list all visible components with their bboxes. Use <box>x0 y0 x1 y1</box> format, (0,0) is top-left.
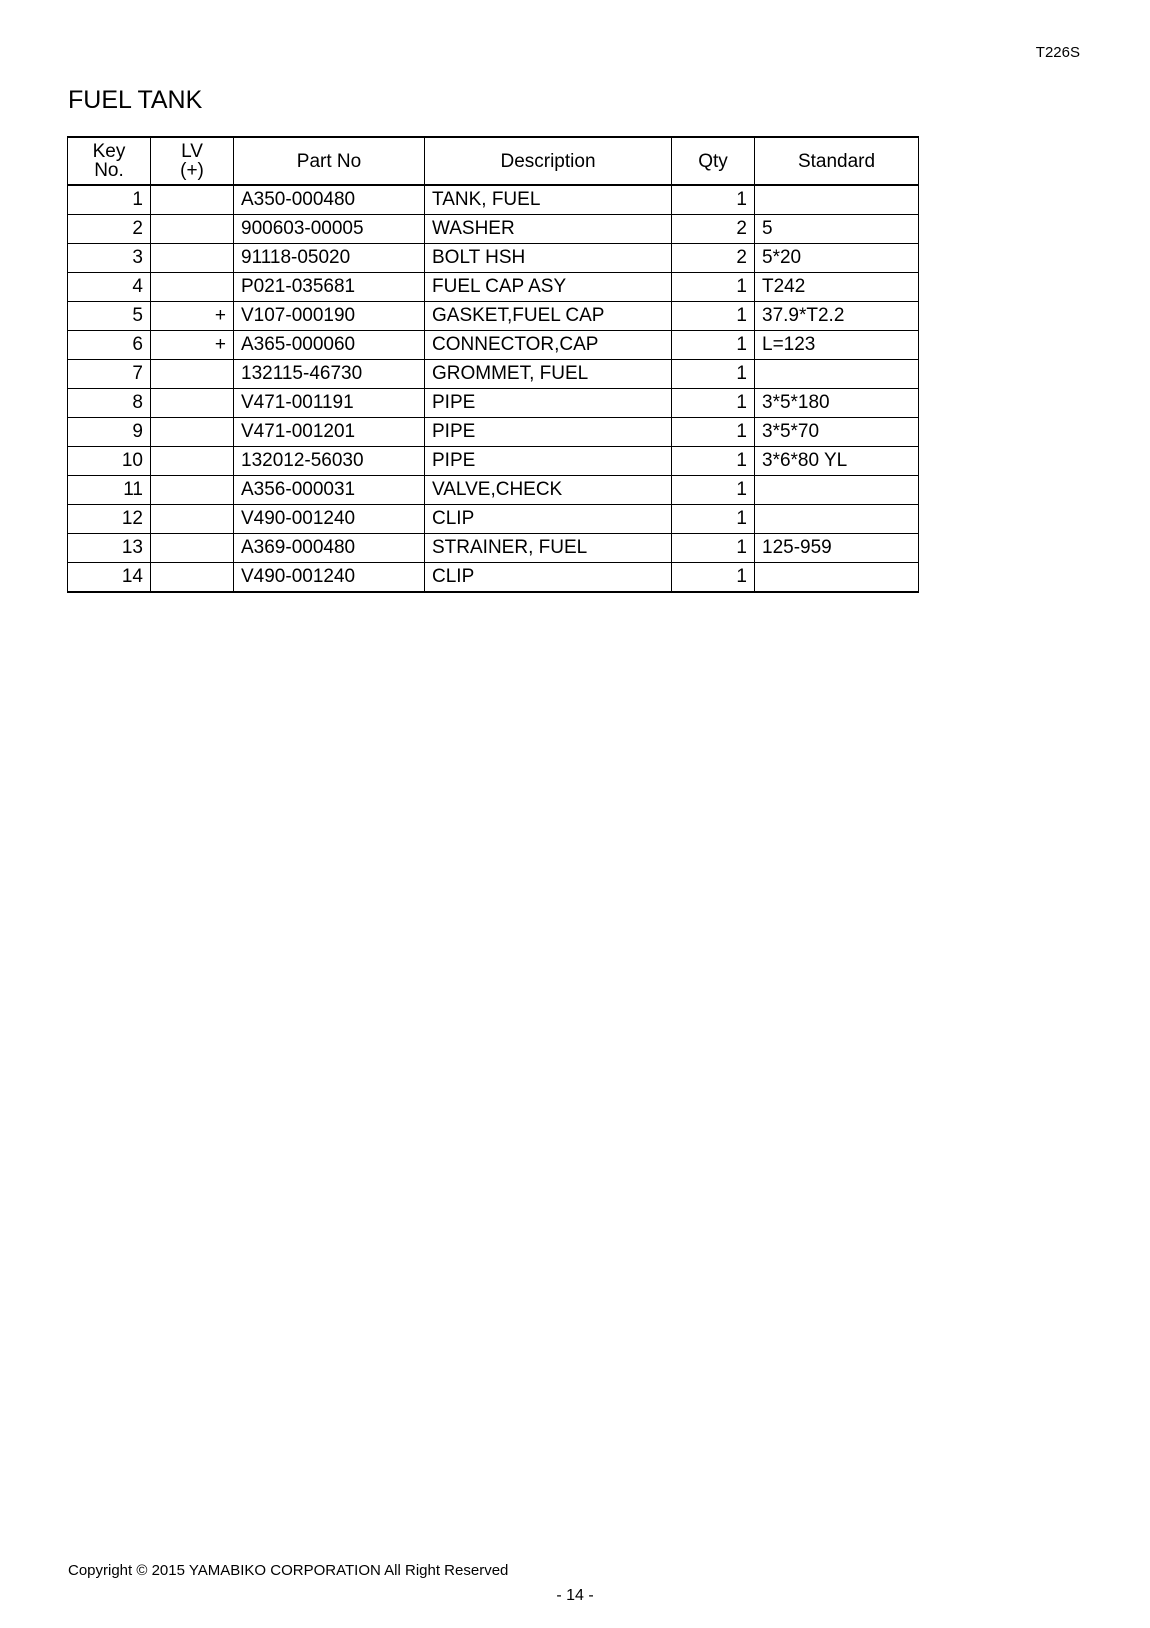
cell-part-no: A369-000480 <box>234 534 425 563</box>
cell-part-no: 900603-00005 <box>234 215 425 244</box>
cell-lv <box>151 273 234 302</box>
cell-standard: 125-959 <box>755 534 919 563</box>
cell-qty: 1 <box>672 331 755 360</box>
cell-standard: L=123 <box>755 331 919 360</box>
cell-description: BOLT HSH <box>425 244 672 273</box>
col-header-part-no: Part No <box>234 137 425 185</box>
cell-key-no: 14 <box>68 563 151 593</box>
col-header-qty: Qty <box>672 137 755 185</box>
cell-qty: 2 <box>672 215 755 244</box>
table-row <box>68 273 919 302</box>
cell-description: TANK, FUEL <box>425 185 672 215</box>
cell-qty: 1 <box>672 476 755 505</box>
cell-qty: 1 <box>672 534 755 563</box>
cell-standard <box>755 505 919 534</box>
cell-standard: 5*20 <box>755 244 919 273</box>
cell-description: WASHER <box>425 215 672 244</box>
cell-standard: 5 <box>755 215 919 244</box>
cell-qty: 1 <box>672 447 755 476</box>
cell-qty: 1 <box>672 185 755 215</box>
table-row <box>68 389 919 418</box>
cell-key-no: 9 <box>68 418 151 447</box>
cell-lv <box>151 563 234 593</box>
cell-qty: 2 <box>672 244 755 273</box>
cell-part-no: V490-001240 <box>234 563 425 593</box>
cell-standard: 3*5*70 <box>755 418 919 447</box>
cell-part-no: V490-001240 <box>234 505 425 534</box>
cell-description: VALVE,CHECK <box>425 476 672 505</box>
cell-lv <box>151 389 234 418</box>
cell-description: CLIP <box>425 505 672 534</box>
cell-key-no: 11 <box>68 476 151 505</box>
cell-lv <box>151 505 234 534</box>
cell-part-no: V107-000190 <box>234 302 425 331</box>
cell-lv <box>151 185 234 215</box>
cell-part-no: V471-001191 <box>234 389 425 418</box>
cell-lv: + <box>151 331 234 360</box>
cell-standard: T242 <box>755 273 919 302</box>
cell-key-no: 13 <box>68 534 151 563</box>
cell-key-no: 12 <box>68 505 151 534</box>
parts-table <box>67 136 919 593</box>
cell-part-no: 132115-46730 <box>234 360 425 389</box>
table-row <box>68 302 919 331</box>
table-row <box>68 215 919 244</box>
cell-qty: 1 <box>672 273 755 302</box>
cell-lv <box>151 476 234 505</box>
col-header-key-line1: Key <box>92 141 126 162</box>
cell-qty: 1 <box>672 389 755 418</box>
table-header-row <box>68 137 919 185</box>
cell-description: STRAINER, FUEL <box>425 534 672 563</box>
cell-standard: 37.9*T2.2 <box>755 302 919 331</box>
col-header-lv-line1: LV <box>181 141 203 162</box>
cell-part-no: A365-000060 <box>234 331 425 360</box>
cell-part-no: A356-000031 <box>234 476 425 505</box>
table-row <box>68 331 919 360</box>
table-row <box>68 360 919 389</box>
cell-qty: 1 <box>672 360 755 389</box>
table-row <box>68 185 919 215</box>
table-row <box>68 505 919 534</box>
cell-lv <box>151 534 234 563</box>
cell-standard <box>755 185 919 215</box>
cell-key-no: 1 <box>68 185 151 215</box>
table-row <box>68 244 919 273</box>
table-row <box>68 418 919 447</box>
section-title: FUEL TANK <box>68 86 203 114</box>
cell-standard <box>755 563 919 593</box>
cell-key-no: 7 <box>68 360 151 389</box>
cell-part-no: 91118-05020 <box>234 244 425 273</box>
cell-key-no: 2 <box>68 215 151 244</box>
cell-part-no: 132012-56030 <box>234 447 425 476</box>
col-header-lv-line2: (+) <box>180 160 204 181</box>
model-code: T226S <box>1035 44 1080 61</box>
cell-description: PIPE <box>425 447 672 476</box>
cell-description: GASKET,FUEL CAP <box>425 302 672 331</box>
col-header-standard: Standard <box>755 137 919 185</box>
col-header-description: Description <box>425 137 672 185</box>
cell-description: PIPE <box>425 418 672 447</box>
col-header-lv <box>151 137 234 185</box>
cell-lv <box>151 360 234 389</box>
page-number: - 14 - <box>556 1587 594 1604</box>
cell-description: CONNECTOR,CAP <box>425 331 672 360</box>
cell-description: FUEL CAP ASY <box>425 273 672 302</box>
table-row <box>68 563 919 593</box>
col-header-key-no <box>68 137 151 185</box>
cell-key-no: 5 <box>68 302 151 331</box>
cell-qty: 1 <box>672 302 755 331</box>
cell-lv <box>151 447 234 476</box>
cell-part-no: V471-001201 <box>234 418 425 447</box>
cell-description: PIPE <box>425 389 672 418</box>
cell-part-no: P021-035681 <box>234 273 425 302</box>
cell-description: CLIP <box>425 563 672 593</box>
cell-key-no: 4 <box>68 273 151 302</box>
cell-lv <box>151 418 234 447</box>
parts-table-body <box>68 185 919 592</box>
cell-qty: 1 <box>672 418 755 447</box>
cell-qty: 1 <box>672 563 755 593</box>
cell-lv <box>151 215 234 244</box>
cell-lv <box>151 244 234 273</box>
table-row <box>68 476 919 505</box>
copyright-notice: Copyright © 2015 YAMABIKO CORPORATION All Right Reserved <box>68 1562 509 1579</box>
cell-standard: 3*6*80 YL <box>755 447 919 476</box>
cell-key-no: 10 <box>68 447 151 476</box>
cell-standard <box>755 476 919 505</box>
table-row <box>68 447 919 476</box>
cell-key-no: 3 <box>68 244 151 273</box>
cell-standard: 3*5*180 <box>755 389 919 418</box>
col-header-key-line2: No. <box>94 160 124 181</box>
cell-lv: + <box>151 302 234 331</box>
cell-key-no: 6 <box>68 331 151 360</box>
cell-part-no: A350-000480 <box>234 185 425 215</box>
cell-qty: 1 <box>672 505 755 534</box>
cell-key-no: 8 <box>68 389 151 418</box>
table-row <box>68 534 919 563</box>
cell-standard <box>755 360 919 389</box>
cell-description: GROMMET, FUEL <box>425 360 672 389</box>
